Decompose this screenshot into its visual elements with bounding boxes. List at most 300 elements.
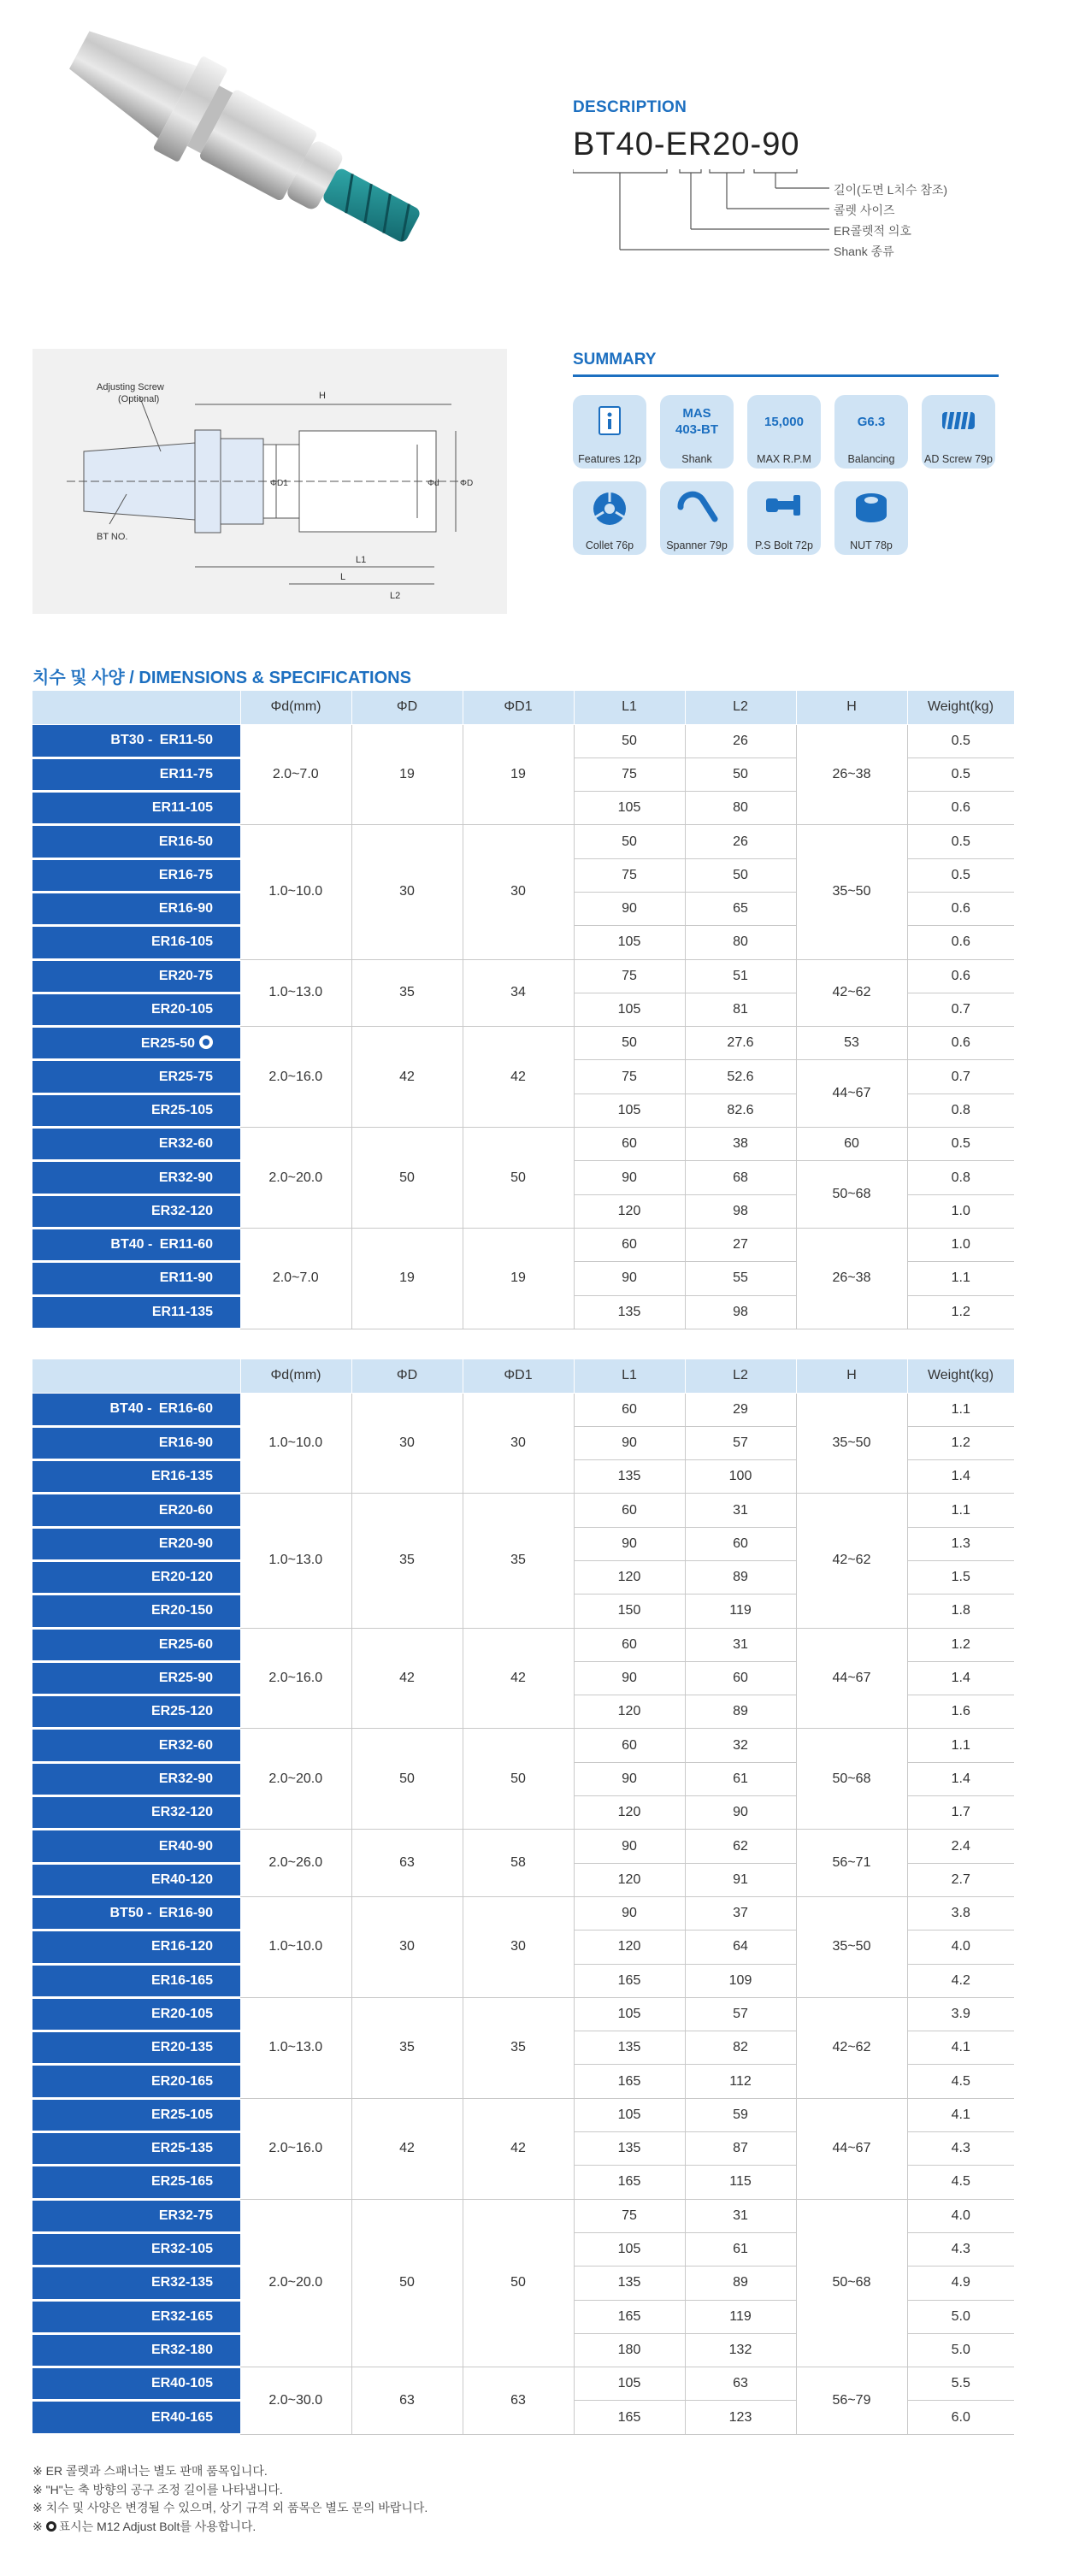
weight-cell: 1.0	[907, 1194, 1014, 1228]
L2-cell: 82.6	[685, 1093, 796, 1127]
weight-cell: 4.3	[907, 2232, 1014, 2266]
weight-cell: 4.5	[907, 2065, 1014, 2098]
L2-cell: 26	[685, 825, 796, 858]
D-cell: 35	[351, 1494, 463, 1628]
model-cell: ER32-120	[32, 1796, 240, 1830]
summary-tile-caption: Balancing	[847, 453, 895, 465]
drawing-label-l: L	[340, 572, 346, 582]
model-cell: ER40-165	[32, 2401, 240, 2434]
summary-tile-caption: NUT 78p	[850, 539, 893, 551]
L2-cell: 38	[685, 1128, 796, 1161]
product-photo	[34, 17, 496, 299]
model-cell: ER20-105	[32, 993, 240, 1026]
H-cell: 44~67	[796, 2098, 907, 2199]
drawing-label-bt-no: BT NO.	[97, 532, 128, 542]
L2-cell: 81	[685, 993, 796, 1026]
drawing-label-h: H	[319, 391, 326, 401]
weight-cell: 3.8	[907, 1896, 1014, 1930]
weight-cell: 0.6	[907, 1027, 1014, 1060]
D-cell: 63	[351, 2367, 463, 2435]
L2-cell: 65	[685, 892, 796, 925]
L2-cell: 55	[685, 1262, 796, 1295]
spec-table-header	[32, 1359, 1014, 1393]
drawing-label-d1: ΦD1	[270, 479, 288, 488]
L1-cell: 90	[574, 1161, 685, 1194]
L1-cell: 75	[574, 1060, 685, 1093]
D1-cell: 50	[463, 1729, 574, 1830]
D-cell: 42	[351, 2098, 463, 2199]
summary-tile-caption: Spanner 79p	[666, 539, 728, 551]
D-cell: 30	[351, 1896, 463, 1997]
model-cell: ER25-50	[32, 1027, 240, 1060]
column-header: L2	[685, 691, 796, 724]
D-cell: 19	[351, 1228, 463, 1329]
H-cell: 42~62	[796, 959, 907, 1027]
weight-cell: 4.9	[907, 2267, 1014, 2300]
model-cell: ER32-135	[32, 2267, 240, 2300]
summary-tile	[573, 481, 646, 555]
weight-cell: 1.2	[907, 1295, 1014, 1329]
H-cell: 50~68	[796, 2199, 907, 2367]
L1-cell: 90	[574, 1527, 685, 1560]
summary-tile	[747, 481, 821, 555]
summary-tile	[834, 395, 908, 469]
H-cell: 42~62	[796, 1997, 907, 2098]
L1-cell: 120	[574, 1863, 685, 1896]
weight-cell: 0.5	[907, 825, 1014, 858]
L2-cell: 61	[685, 2232, 796, 2266]
D-cell: 30	[351, 1393, 463, 1494]
model-cell: ER16-165	[32, 1964, 240, 1997]
model-cell: BT50 - ER16-90	[32, 1896, 240, 1930]
H-cell: 50~68	[796, 1161, 907, 1229]
L2-cell: 89	[685, 2267, 796, 2300]
D1-cell: 34	[463, 959, 574, 1027]
column-header: L1	[574, 1359, 685, 1393]
weight-cell: 1.8	[907, 1595, 1014, 1628]
weight-cell: 5.0	[907, 2333, 1014, 2367]
spec-section-title: 치수 및 사양 / DIMENSIONS & SPECIFICATIONS	[32, 669, 411, 687]
note-line: ※ 표시는 M12 Adjust Bolt를 사용합니다.	[32, 2519, 257, 2533]
table-row	[32, 1027, 1014, 1060]
weight-cell: 4.5	[907, 2166, 1014, 2199]
column-header: ΦD1	[463, 691, 574, 724]
d-cell: 2.0~16.0	[240, 2098, 351, 2199]
table-row	[32, 724, 1014, 757]
legend-shank-type: Shank 종류	[834, 245, 894, 258]
model-code-leader-lines	[573, 168, 829, 262]
weight-cell: 1.1	[907, 1393, 1014, 1426]
note-line: ※ ER 콜렛과 스패너는 별도 판매 품목입니다.	[32, 2464, 268, 2478]
L2-cell: 90	[685, 1796, 796, 1830]
H-cell: 42~62	[796, 1494, 907, 1628]
L1-cell: 50	[574, 724, 685, 757]
L2-cell: 61	[685, 1762, 796, 1795]
L1-cell: 165	[574, 1964, 685, 1997]
weight-cell: 1.1	[907, 1729, 1014, 1762]
model-cell: ER40-120	[32, 1863, 240, 1896]
L1-cell: 120	[574, 1560, 685, 1594]
weight-cell: 0.8	[907, 1161, 1014, 1194]
model-cell: ER32-75	[32, 2199, 240, 2232]
L1-cell: 75	[574, 757, 685, 791]
H-cell: 26~38	[796, 1228, 907, 1329]
L2-cell: 64	[685, 1931, 796, 1964]
H-cell: 35~50	[796, 1393, 907, 1494]
L1-cell: 120	[574, 1695, 685, 1729]
H-cell: 26~38	[796, 724, 907, 825]
summary-tile	[573, 395, 646, 469]
weight-cell: 1.3	[907, 1527, 1014, 1560]
drawing-label-optional: (Optional)	[118, 394, 160, 404]
weight-cell: 1.4	[907, 1661, 1014, 1695]
weight-cell: 6.0	[907, 2401, 1014, 2434]
weight-cell: 0.8	[907, 1093, 1014, 1127]
model-cell: ER40-90	[32, 1830, 240, 1863]
L1-cell: 135	[574, 2132, 685, 2166]
d-cell: 2.0~20.0	[240, 1729, 351, 1830]
L1-cell: 75	[574, 2199, 685, 2232]
weight-cell: 5.5	[907, 2367, 1014, 2401]
column-header: L1	[574, 691, 685, 724]
table-row	[32, 1830, 1014, 1863]
table-row	[32, 1128, 1014, 1161]
drawing-label-d-small: Φd	[428, 479, 439, 488]
d-cell: 1.0~13.0	[240, 959, 351, 1027]
table-row	[32, 1228, 1014, 1261]
L1-cell: 60	[574, 1494, 685, 1527]
L2-cell: 82	[685, 2031, 796, 2065]
weight-cell: 1.2	[907, 1426, 1014, 1459]
model-cell: ER16-105	[32, 926, 240, 959]
L1-cell: 120	[574, 1931, 685, 1964]
H-cell: 53	[796, 1027, 907, 1060]
summary-tile	[747, 395, 821, 469]
L1-cell: 60	[574, 1228, 685, 1261]
L2-cell: 80	[685, 792, 796, 825]
D1-cell: 58	[463, 1830, 574, 1897]
H-cell: 44~67	[796, 1628, 907, 1729]
L1-cell: 180	[574, 2333, 685, 2367]
d-cell: 2.0~7.0	[240, 1228, 351, 1329]
L2-cell: 51	[685, 959, 796, 993]
model-cell: ER32-165	[32, 2300, 240, 2333]
screw-icon	[922, 404, 995, 442]
model-cell: ER20-105	[32, 1997, 240, 2031]
L1-cell: 75	[574, 959, 685, 993]
L1-cell: 105	[574, 993, 685, 1026]
L1-cell: 60	[574, 1628, 685, 1661]
model-cell: ER40-105	[32, 2367, 240, 2401]
model-cell: ER11-135	[32, 1295, 240, 1329]
adjust-bolt-mark-icon	[46, 2521, 56, 2532]
D1-cell: 30	[463, 1896, 574, 1997]
L2-cell: 123	[685, 2401, 796, 2434]
L1-cell: 75	[574, 858, 685, 892]
L1-cell: 60	[574, 1729, 685, 1762]
weight-cell: 0.5	[907, 757, 1014, 791]
H-cell: 44~67	[796, 1060, 907, 1128]
L2-cell: 115	[685, 2166, 796, 2199]
column-header: Φd(mm)	[240, 1359, 351, 1393]
d-cell: 2.0~7.0	[240, 724, 351, 825]
L2-cell: 91	[685, 1863, 796, 1896]
L1-cell: 60	[574, 1128, 685, 1161]
D1-cell: 35	[463, 1997, 574, 2098]
L2-cell: 27.6	[685, 1027, 796, 1060]
L2-cell: 100	[685, 1460, 796, 1494]
model-cell: ER25-105	[32, 1093, 240, 1127]
L1-cell: 90	[574, 1896, 685, 1930]
L1-cell: 165	[574, 2401, 685, 2434]
model-cell: ER25-165	[32, 2166, 240, 2199]
weight-cell: 2.4	[907, 1830, 1014, 1863]
H-cell: 56~71	[796, 1830, 907, 1897]
D1-cell: 19	[463, 724, 574, 825]
weight-cell: 0.7	[907, 1060, 1014, 1093]
model-cell: ER32-180	[32, 2333, 240, 2367]
model-cell: ER32-120	[32, 1194, 240, 1228]
description-label: DESCRIPTION	[573, 98, 687, 116]
D1-cell: 42	[463, 2098, 574, 2199]
spanner-icon	[660, 490, 734, 528]
L1-cell: 105	[574, 926, 685, 959]
model-cell: ER16-50	[32, 825, 240, 858]
d-cell: 2.0~20.0	[240, 2199, 351, 2367]
d-cell: 2.0~16.0	[240, 1628, 351, 1729]
model-code-legend	[834, 180, 947, 262]
column-header: Φd(mm)	[240, 691, 351, 724]
model-cell: ER32-90	[32, 1161, 240, 1194]
model-cell: ER20-135	[32, 2031, 240, 2065]
L2-cell: 52.6	[685, 1060, 796, 1093]
D1-cell: 42	[463, 1027, 574, 1128]
column-header: Weight(kg)	[907, 1359, 1014, 1393]
weight-cell: 0.5	[907, 724, 1014, 757]
model-cell: ER20-120	[32, 1560, 240, 1594]
L2-cell: 32	[685, 1729, 796, 1762]
L1-cell: 135	[574, 2031, 685, 2065]
L2-cell: 62	[685, 1830, 796, 1863]
model-cell: BT40 - ER11-60	[32, 1228, 240, 1261]
L1-cell: 90	[574, 1830, 685, 1863]
L2-cell: 59	[685, 2098, 796, 2131]
spec-table-1	[32, 691, 1015, 1330]
column-header: Weight(kg)	[907, 691, 1014, 724]
L1-cell: 105	[574, 792, 685, 825]
L1-cell: 50	[574, 825, 685, 858]
H-cell: 60	[796, 1128, 907, 1161]
note-line: ※ 치수 및 사양은 변경될 수 있으며, 상기 규격 외 품목은 별도 문의 바랍니다.	[32, 2501, 428, 2514]
notes	[32, 2462, 428, 2536]
model-cell: ER32-60	[32, 1128, 240, 1161]
L2-cell: 132	[685, 2333, 796, 2367]
nut-icon	[834, 490, 908, 528]
d-cell: 2.0~30.0	[240, 2367, 351, 2435]
d-cell: 1.0~13.0	[240, 1494, 351, 1628]
weight-cell: 0.5	[907, 1128, 1014, 1161]
pull-stud-icon	[747, 490, 821, 525]
collet-icon	[573, 490, 646, 532]
D-cell: 19	[351, 724, 463, 825]
H-cell: 35~50	[796, 1896, 907, 1997]
weight-cell: 0.6	[907, 926, 1014, 959]
D-cell: 50	[351, 1729, 463, 1830]
model-cell: ER20-90	[32, 1527, 240, 1560]
L1-cell: 105	[574, 1093, 685, 1127]
weight-cell: 4.1	[907, 2098, 1014, 2131]
L1-cell: 165	[574, 2300, 685, 2333]
D-cell: 42	[351, 1628, 463, 1729]
L2-cell: 112	[685, 2065, 796, 2098]
column-header: H	[796, 691, 907, 724]
model-cell: ER20-150	[32, 1595, 240, 1628]
L1-cell: 50	[574, 1027, 685, 1060]
D-cell: 50	[351, 1128, 463, 1229]
L1-cell: 105	[574, 2232, 685, 2266]
L2-cell: 31	[685, 2199, 796, 2232]
summary-tile	[834, 481, 908, 555]
L2-cell: 50	[685, 858, 796, 892]
table-row	[32, 1896, 1014, 1930]
L2-cell: 63	[685, 2367, 796, 2401]
D1-cell: 30	[463, 1393, 574, 1494]
spec-table-2	[32, 1359, 1015, 2436]
L2-cell: 50	[685, 757, 796, 791]
L2-cell: 119	[685, 2300, 796, 2333]
weight-cell: 4.0	[907, 2199, 1014, 2232]
d-cell: 1.0~10.0	[240, 1896, 351, 1997]
weight-cell: 4.3	[907, 2132, 1014, 2166]
D-cell: 35	[351, 959, 463, 1027]
table-row	[32, 1997, 1014, 2031]
summary-tile-value: G6.3	[857, 415, 886, 429]
H-cell: 56~79	[796, 2367, 907, 2435]
weight-cell: 1.5	[907, 1560, 1014, 1594]
L2-cell: 29	[685, 1393, 796, 1426]
summary-tile-caption: Features 12p	[578, 453, 641, 465]
weight-cell: 0.6	[907, 959, 1014, 993]
table-row	[32, 825, 1014, 858]
L1-cell: 60	[574, 1393, 685, 1426]
L2-cell: 98	[685, 1194, 796, 1228]
summary-tile-caption: Shank	[681, 453, 712, 465]
L2-cell: 87	[685, 2132, 796, 2166]
technical-drawing	[32, 349, 507, 614]
L2-cell: 57	[685, 1997, 796, 2031]
table-row	[32, 1729, 1014, 1762]
L2-cell: 80	[685, 926, 796, 959]
L1-cell: 105	[574, 2098, 685, 2131]
model-cell: BT30 - ER11-50	[32, 724, 240, 757]
legend-length: 길이(도면 L치수 참조)	[834, 183, 948, 197]
d-cell: 2.0~16.0	[240, 1027, 351, 1128]
drawing-label-l1: L1	[356, 555, 367, 565]
model-cell: ER16-135	[32, 1460, 240, 1494]
H-cell: 50~68	[796, 1729, 907, 1830]
D-cell: 35	[351, 1997, 463, 2098]
D1-cell: 42	[463, 1628, 574, 1729]
spec-table-header	[32, 691, 1014, 724]
D-cell: 42	[351, 1027, 463, 1128]
summary-tile-caption: AD Screw 79p	[924, 453, 993, 465]
weight-cell: 0.6	[907, 892, 1014, 925]
adjust-bolt-mark-icon	[199, 1035, 213, 1049]
table-row	[32, 2199, 1014, 2232]
drawing-label-d-large: ΦD	[460, 479, 474, 488]
L1-cell: 105	[574, 1997, 685, 2031]
L2-cell: 68	[685, 1161, 796, 1194]
summary-divider	[573, 374, 999, 377]
table-row	[32, 959, 1014, 993]
model-cell: ER25-105	[32, 2098, 240, 2131]
d-cell: 2.0~20.0	[240, 1128, 351, 1229]
model-code: BT40-ER20-90	[573, 127, 800, 162]
L2-cell: 119	[685, 1595, 796, 1628]
weight-cell: 4.1	[907, 2031, 1014, 2065]
model-cell: ER11-75	[32, 757, 240, 791]
legend-collet-size: 콜렛 사이즈	[834, 203, 895, 217]
weight-cell: 4.2	[907, 1964, 1014, 1997]
L2-cell: 31	[685, 1494, 796, 1527]
L1-cell: 135	[574, 2267, 685, 2300]
D-cell: 50	[351, 2199, 463, 2367]
weight-cell: 2.7	[907, 1863, 1014, 1896]
L1-cell: 165	[574, 2166, 685, 2199]
weight-cell: 1.7	[907, 1796, 1014, 1830]
weight-cell: 1.1	[907, 1262, 1014, 1295]
weight-cell: 1.4	[907, 1460, 1014, 1494]
D1-cell: 35	[463, 1494, 574, 1628]
note-line: ※ "H"는 축 방향의 공구 조정 길이를 나타냅니다.	[32, 2482, 283, 2496]
L1-cell: 120	[574, 1796, 685, 1830]
L1-cell: 135	[574, 1460, 685, 1494]
model-cell: ER32-105	[32, 2232, 240, 2266]
L2-cell: 89	[685, 1560, 796, 1594]
drawing-label-adjusting-screw: Adjusting Screw	[97, 382, 164, 392]
model-cell: ER16-75	[32, 858, 240, 892]
L2-cell: 98	[685, 1295, 796, 1329]
L2-cell: 60	[685, 1661, 796, 1695]
L2-cell: 27	[685, 1228, 796, 1261]
L2-cell: 109	[685, 1964, 796, 1997]
L1-cell: 90	[574, 892, 685, 925]
D1-cell: 50	[463, 1128, 574, 1229]
weight-cell: 1.1	[907, 1494, 1014, 1527]
table-row	[32, 2367, 1014, 2401]
L1-cell: 120	[574, 1194, 685, 1228]
model-cell: ER25-135	[32, 2132, 240, 2166]
L2-cell: 26	[685, 724, 796, 757]
model-cell: ER20-60	[32, 1494, 240, 1527]
H-cell: 35~50	[796, 825, 907, 959]
summary-label: SUMMARY	[573, 351, 657, 368]
model-cell: ER25-60	[32, 1628, 240, 1661]
L1-cell: 90	[574, 1661, 685, 1695]
L2-cell: 57	[685, 1426, 796, 1459]
d-cell: 2.0~26.0	[240, 1830, 351, 1897]
info-document-icon	[573, 404, 646, 442]
model-cell: ER32-90	[32, 1762, 240, 1795]
column-header	[32, 1359, 240, 1393]
L2-cell: 31	[685, 1628, 796, 1661]
weight-cell: 3.9	[907, 1997, 1014, 2031]
model-cell: ER25-75	[32, 1060, 240, 1093]
column-header: ΦD1	[463, 1359, 574, 1393]
D1-cell: 30	[463, 825, 574, 959]
model-cell: BT40 - ER16-60	[32, 1393, 240, 1426]
L1-cell: 135	[574, 1295, 685, 1329]
